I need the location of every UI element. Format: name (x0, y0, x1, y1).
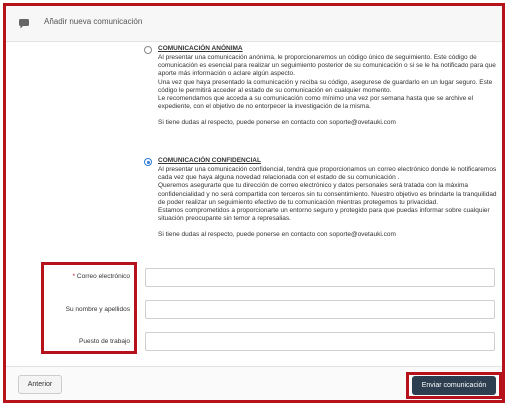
option-contact: Si tiene dudas al respecto, puede ponerse en contacto con soporte@ovetauki.com (158, 119, 396, 127)
email-field[interactable] (145, 268, 495, 287)
option-confidential-description (158, 166, 503, 240)
job-title-label: Puesto de trabajo (79, 338, 130, 345)
option-paragraph: Estamos comprometidos a proporcionarte un entorno seguro y protegido para que puedas informar sobre cualquier situación preocupante sin temor a represalias. (158, 207, 490, 223)
email-label-text: Correo electrónico (76, 273, 130, 280)
panel-header (6, 6, 502, 42)
send-communication-button[interactable]: Enviar comunicación (412, 376, 496, 395)
required-mark: * (72, 273, 76, 280)
option-paragraph: Le recomendamos que acceda a su comunicación como mínimo una vez por semana hasta que se archive el expediente, con el objetivo de no entorpecer la investigación de la misma. (158, 95, 474, 111)
job-title-field[interactable] (145, 332, 495, 351)
previous-button[interactable]: Anterior (18, 375, 62, 394)
option-paragraph: Queremos asegurarte que tu dirección de correo electrónico y datos personales será tratada con la máxima confidencialidad y no será compartida con terceros sin tu consentimiento. Nuestro objetivo es brindarte la tranquilidad de poder realizar un seguimiento efectivo de tu comunicación mientras protegemos tu privacidad. (158, 182, 497, 206)
email-label (40, 273, 130, 280)
option-anonymous-title: COMUNICACIÓN ANÓNIMA (158, 45, 243, 52)
full-name-field[interactable] (145, 300, 495, 319)
option-paragraph: Una vez que haya presentado la comunicación y reciba su código, asegurese de guardarlo en un lugar seguro. Este código le permitirá acceder al estado de su comunicación en cualquier momento. (158, 78, 493, 94)
radio-confidential[interactable] (144, 158, 152, 166)
option-confidential-title: COMUNICACIÓN CONFIDENCIAL (158, 157, 261, 164)
radio-anonymous[interactable] (144, 46, 152, 54)
speech-bubble-icon (18, 17, 30, 29)
option-anonymous-description (158, 54, 503, 128)
name-label: Su nombre y apellidos (65, 306, 130, 313)
panel-title: Añadir nueva comunicación (44, 17, 143, 26)
option-contact: Si tiene dudas al respecto, puede ponerse en contacto con soporte@ovetauki.com (158, 231, 396, 239)
option-paragraph: Al presentar una comunicación anónima, le proporcionaremos un código único de seguimiento. Este código de comunicación es esencial para realizar un seguimiento posterior de su comunicación o si se le ha notificado para que aporte más información o aclare algún aspecto. (158, 54, 496, 78)
option-paragraph: Al presentar una comunicación confidencial, tendrá que proporcionamos un correo electrónico donde le notificaremos cada vez que haya alguna novedad relacionada con el estado de su comunicación . (158, 166, 497, 182)
